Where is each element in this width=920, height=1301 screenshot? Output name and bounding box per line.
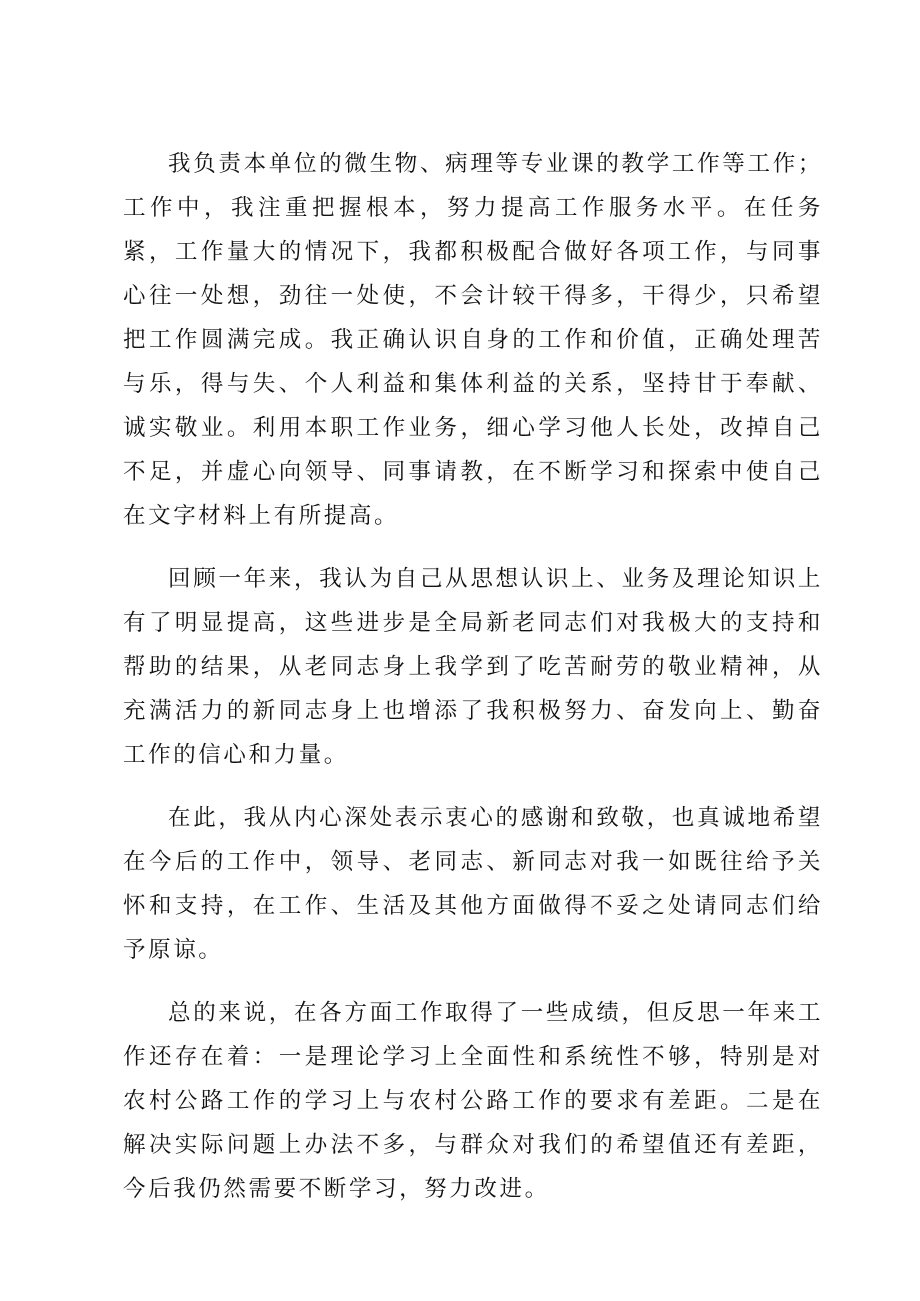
- paragraph-1: 我负责本单位的微生物、病理等专业课的教学工作等工作；工作中，我注重把握根本，努力提高工作服务水平。在任务紧，工作量大的情况下，我都积极配合做好各项工作，与同事心往一处想，劲往一处使，不会计较干得多，干得少，只希望把工作圆满完成。我正确认识自身的工作和价值，正确处理苦与乐，得与失、个人利益和集体利益的关系，坚持甘于奉献、诚实敬业。利用本职工作业务，细心学习他人长处，改掉自己不足，并虚心向领导、同事请教，在不断学习和探索中使自己在文字材料上有所提高。: [123, 151, 823, 529]
- paragraph-2: 回顾一年来，我认为自己从思想认识上、业务及理论知识上有了明显提高，这些进步是全局新老同志们对我极大的支持和帮助的结果，从老同志身上我学到了吃苦耐劳的敬业精神，从充满活力的新同志身上也增添了我积极努力、奋发向上、勤奋工作的信心和力量。: [123, 566, 823, 768]
- document-body: [123, 142, 823, 1230]
- paragraph-4: 总的来说，在各方面工作取得了一些成绩，但反思一年来工作还存在着：一是理论学习上全面性和系统性不够，特别是对农村公路工作的学习上与农村公路工作的要求有差距。二是在解决实际问题上办法不多，与群众对我们的希望值还有差距，今后我仍然需要不断学习，努力改进。: [123, 1000, 823, 1202]
- paragraph-3: 在此，我从内心深处表示衷心的感谢和致敬，也真诚地希望在今后的工作中，领导、老同志、新同志对我一如既往给予关怀和支持，在工作、生活及其他方面做得不妥之处请同志们给予原谅。: [123, 805, 823, 963]
